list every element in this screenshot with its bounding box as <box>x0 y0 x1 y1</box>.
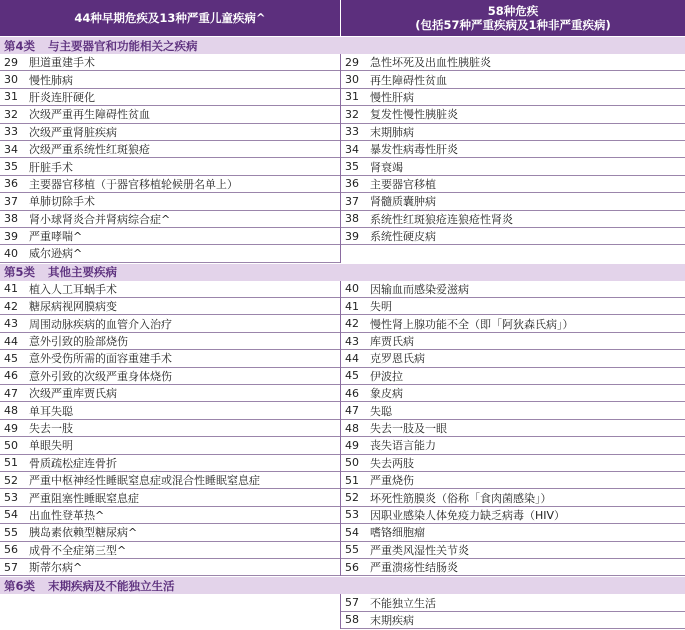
item-text: 主要器官移植（于器官移植轮候册名单上） <box>29 177 238 191</box>
item-number: 58 <box>345 613 359 627</box>
item-number: 45 <box>4 351 18 365</box>
list-item <box>341 298 685 315</box>
list-item <box>341 472 685 489</box>
list-item <box>0 455 340 472</box>
item-number: 44 <box>345 351 359 365</box>
item-text: 系统性红斑狼疮连狼疮性肾炎 <box>370 212 513 226</box>
item-number: 46 <box>4 369 18 383</box>
item-text: 单肺切除手术 <box>29 195 95 209</box>
list-item <box>341 333 685 350</box>
item-text: 坏死性筋膜炎（俗称「食肉菌感染」） <box>370 491 552 505</box>
item-text: 周围动脉疾病的血管介入治疗 <box>29 317 172 331</box>
item-text: 严重烧伤 <box>370 474 414 488</box>
item-number: 52 <box>345 491 359 505</box>
empty-row <box>0 612 340 629</box>
item-number: 29 <box>4 55 18 69</box>
item-number: 49 <box>345 438 359 452</box>
section-rows <box>0 54 685 263</box>
list-item <box>341 437 685 454</box>
item-text: 慢性肺病 <box>29 73 73 87</box>
item-text: 主要器官移植 <box>370 177 436 191</box>
item-number: 44 <box>4 334 18 348</box>
table-body <box>0 36 685 629</box>
left-column <box>0 594 341 629</box>
list-item <box>0 193 340 210</box>
item-number: 57 <box>4 560 18 574</box>
list-item <box>341 228 685 245</box>
item-text: 胰岛素依赖型糖尿病^ <box>29 526 138 540</box>
list-item <box>0 141 340 158</box>
list-item <box>0 437 340 454</box>
item-number: 55 <box>4 525 18 539</box>
item-text: 慢性肝病 <box>370 90 414 104</box>
right-column <box>341 594 685 629</box>
item-text: 糖尿病视网膜病变 <box>29 300 117 314</box>
item-number: 41 <box>345 299 359 313</box>
category-number: 第4类 <box>4 38 36 53</box>
header-left: 44种早期危疾及13种严重儿童疾病^ <box>0 0 341 36</box>
list-item <box>341 281 685 298</box>
item-number: 36 <box>345 177 359 191</box>
item-number: 47 <box>4 386 18 400</box>
item-number: 43 <box>345 334 359 348</box>
item-text: 急性坏死及出血性胰脏炎 <box>370 56 491 70</box>
list-item <box>341 542 685 559</box>
item-text: 因输血而感染爱滋病 <box>370 282 469 296</box>
category-title: 末期疾病及不能独立生活 <box>48 578 175 593</box>
item-text: 意外引致的脸部烧伤 <box>29 335 128 349</box>
item-number: 41 <box>4 282 18 296</box>
item-text: 库贾氏病 <box>370 335 414 349</box>
item-text: 严重溃疡性结肠炎 <box>370 561 458 575</box>
item-text: 克罗恩氏病 <box>370 352 425 366</box>
category-number: 第5类 <box>4 265 36 280</box>
item-text: 肝炎连肝硬化 <box>29 90 95 104</box>
list-item <box>0 507 340 524</box>
list-item <box>341 368 685 385</box>
list-item <box>0 281 340 298</box>
table-header <box>0 0 685 36</box>
list-item <box>341 594 685 611</box>
item-number: 39 <box>4 229 18 243</box>
item-text: 末期疾病 <box>370 613 414 627</box>
list-item <box>0 54 340 71</box>
section-rows <box>0 594 685 629</box>
item-number: 57 <box>345 596 359 610</box>
item-number: 55 <box>345 543 359 557</box>
item-number: 39 <box>345 229 359 243</box>
item-number: 47 <box>345 404 359 418</box>
item-number: 38 <box>345 212 359 226</box>
list-item <box>341 315 685 332</box>
list-item <box>341 489 685 506</box>
item-number: 34 <box>345 142 359 156</box>
item-text: 失去一肢及一眼 <box>370 422 447 435</box>
list-item <box>0 333 340 350</box>
left-column <box>0 54 341 263</box>
list-item <box>0 385 340 402</box>
item-number: 36 <box>4 177 18 191</box>
item-number: 50 <box>4 438 18 452</box>
list-item <box>0 350 340 367</box>
category-title: 其他主要疾病 <box>48 265 117 280</box>
list-item <box>341 158 685 175</box>
item-text: 肾髓质囊肿病 <box>370 195 436 209</box>
item-text: 丧失语言能力 <box>370 439 436 453</box>
list-item <box>341 455 685 472</box>
item-text: 象皮病 <box>370 387 403 401</box>
item-text: 因职业感染人体免疫力缺乏病毒（HIV） <box>370 508 566 522</box>
item-number: 40 <box>345 282 359 296</box>
item-number: 40 <box>4 246 18 260</box>
item-text: 严重类风湿性关节炎 <box>370 543 469 557</box>
item-number: 42 <box>345 317 359 331</box>
list-item <box>341 350 685 367</box>
item-number: 45 <box>345 369 359 383</box>
item-number: 32 <box>4 107 18 121</box>
item-number: 32 <box>345 107 359 121</box>
list-item <box>341 385 685 402</box>
left-column <box>0 281 341 577</box>
item-text: 失去两肢 <box>370 456 414 470</box>
item-text: 骨质疏松症连骨折 <box>29 456 117 470</box>
item-text: 失去一肢 <box>29 422 73 435</box>
list-item <box>0 368 340 385</box>
list-item <box>341 141 685 158</box>
list-item <box>341 124 685 141</box>
list-item <box>0 315 340 332</box>
item-text: 失明 <box>370 300 392 314</box>
item-number: 52 <box>4 473 18 487</box>
item-text: 胆道重建手术 <box>29 56 95 70</box>
list-item <box>0 106 340 123</box>
item-text: 严重哮喘^ <box>29 230 83 244</box>
list-item <box>341 507 685 524</box>
list-item <box>0 228 340 245</box>
list-item <box>341 106 685 123</box>
list-item <box>341 193 685 210</box>
list-item <box>0 402 340 419</box>
item-text: 斯蒂尔病^ <box>29 561 83 575</box>
item-number: 50 <box>345 456 359 470</box>
item-text: 单眼失明 <box>29 439 73 453</box>
list-item <box>0 211 340 228</box>
list-item <box>0 124 340 141</box>
item-number: 37 <box>345 194 359 208</box>
item-number: 35 <box>4 160 18 174</box>
item-number: 48 <box>4 404 18 418</box>
item-text: 不能独立生活 <box>370 596 436 610</box>
header-right-subtitle: (包括57种严重疾病及1种非严重疾病) <box>415 18 611 32</box>
item-number: 53 <box>345 508 359 522</box>
list-item <box>341 71 685 88</box>
empty-row <box>341 245 685 262</box>
item-text: 肝脏手术 <box>29 160 73 174</box>
list-item <box>341 54 685 71</box>
right-column <box>341 54 685 263</box>
item-number: 53 <box>4 491 18 505</box>
list-item <box>0 298 340 315</box>
item-number: 54 <box>4 508 18 522</box>
list-item <box>341 89 685 106</box>
item-text: 意外引致的次级严重身体烧伤 <box>29 369 172 383</box>
list-item <box>0 472 340 489</box>
list-item <box>0 420 340 437</box>
item-text: 严重中枢神经性睡眠窒息症或混合性睡眠窒息症 <box>29 474 260 488</box>
list-item <box>341 420 685 437</box>
list-item <box>341 402 685 419</box>
item-text: 意外受伤所需的面容重建手术 <box>29 352 172 366</box>
item-text: 慢性肾上腺功能不全（即「阿狄森氏病」） <box>370 317 574 331</box>
item-number: 54 <box>345 525 359 539</box>
item-number: 38 <box>4 212 18 226</box>
item-text: 复发性慢性胰脏炎 <box>370 108 458 122</box>
item-number: 49 <box>4 421 18 435</box>
list-item <box>0 245 340 262</box>
list-item <box>0 71 340 88</box>
list-item <box>0 176 340 193</box>
item-text: 次级严重再生障碍性贫血 <box>29 108 150 122</box>
header-right <box>341 0 685 36</box>
list-item <box>0 524 340 541</box>
right-column <box>341 281 685 577</box>
list-item <box>341 176 685 193</box>
list-item <box>0 542 340 559</box>
item-text: 嗜铬细胞瘤 <box>370 526 425 540</box>
list-item <box>0 89 340 106</box>
section-rows <box>0 281 685 577</box>
item-text: 肾衰竭 <box>370 160 403 174</box>
item-number: 33 <box>4 125 18 139</box>
item-number: 51 <box>4 456 18 470</box>
item-number: 31 <box>4 90 18 104</box>
list-item <box>341 612 685 629</box>
item-text: 严重阻塞性睡眠窒息症 <box>29 491 139 505</box>
item-text: 次级严重系统性红斑狼疮 <box>29 143 150 157</box>
item-number: 46 <box>345 386 359 400</box>
category-row <box>0 36 685 54</box>
item-text: 肾小球肾炎合并肾病综合症^ <box>29 212 171 226</box>
item-number: 43 <box>4 317 18 331</box>
item-number: 33 <box>345 125 359 139</box>
item-text: 次级严重库贾氏病 <box>29 387 117 401</box>
empty-row <box>0 594 340 611</box>
list-item <box>341 559 685 576</box>
item-text: 出血性登革热^ <box>29 508 105 522</box>
item-number: 34 <box>4 142 18 156</box>
list-item <box>0 158 340 175</box>
item-text: 系统性硬皮病 <box>370 230 436 244</box>
item-text: 威尔逊病^ <box>29 247 83 261</box>
item-number: 30 <box>4 73 18 87</box>
category-row <box>0 263 685 281</box>
item-number: 30 <box>345 73 359 87</box>
item-number: 35 <box>345 160 359 174</box>
item-number: 48 <box>345 421 359 435</box>
item-text: 暴发性病毒性肝炎 <box>370 143 458 157</box>
item-text: 伊波拉 <box>370 369 403 383</box>
item-text: 成骨不全症第三型^ <box>29 543 127 557</box>
item-text: 再生障碍性贫血 <box>370 73 447 87</box>
item-number: 31 <box>345 90 359 104</box>
item-text: 单耳失聪 <box>29 404 73 418</box>
item-number: 29 <box>345 55 359 69</box>
list-item <box>0 559 340 576</box>
item-number: 37 <box>4 194 18 208</box>
header-right-title: 58种危疾 <box>487 4 539 18</box>
item-number: 51 <box>345 473 359 487</box>
item-number: 56 <box>345 560 359 574</box>
list-item <box>0 489 340 506</box>
item-number: 42 <box>4 299 18 313</box>
item-number: 56 <box>4 543 18 557</box>
item-text: 次级严重肾脏疾病 <box>29 125 117 139</box>
category-number: 第6类 <box>4 578 36 593</box>
item-text: 植入人工耳蜗手术 <box>29 282 117 296</box>
item-text: 失聪 <box>370 404 392 418</box>
category-title: 与主要器官和功能相关之疾病 <box>48 38 198 53</box>
category-row <box>0 576 685 594</box>
item-text: 末期肺病 <box>370 125 414 139</box>
list-item <box>341 524 685 541</box>
list-item <box>341 211 685 228</box>
